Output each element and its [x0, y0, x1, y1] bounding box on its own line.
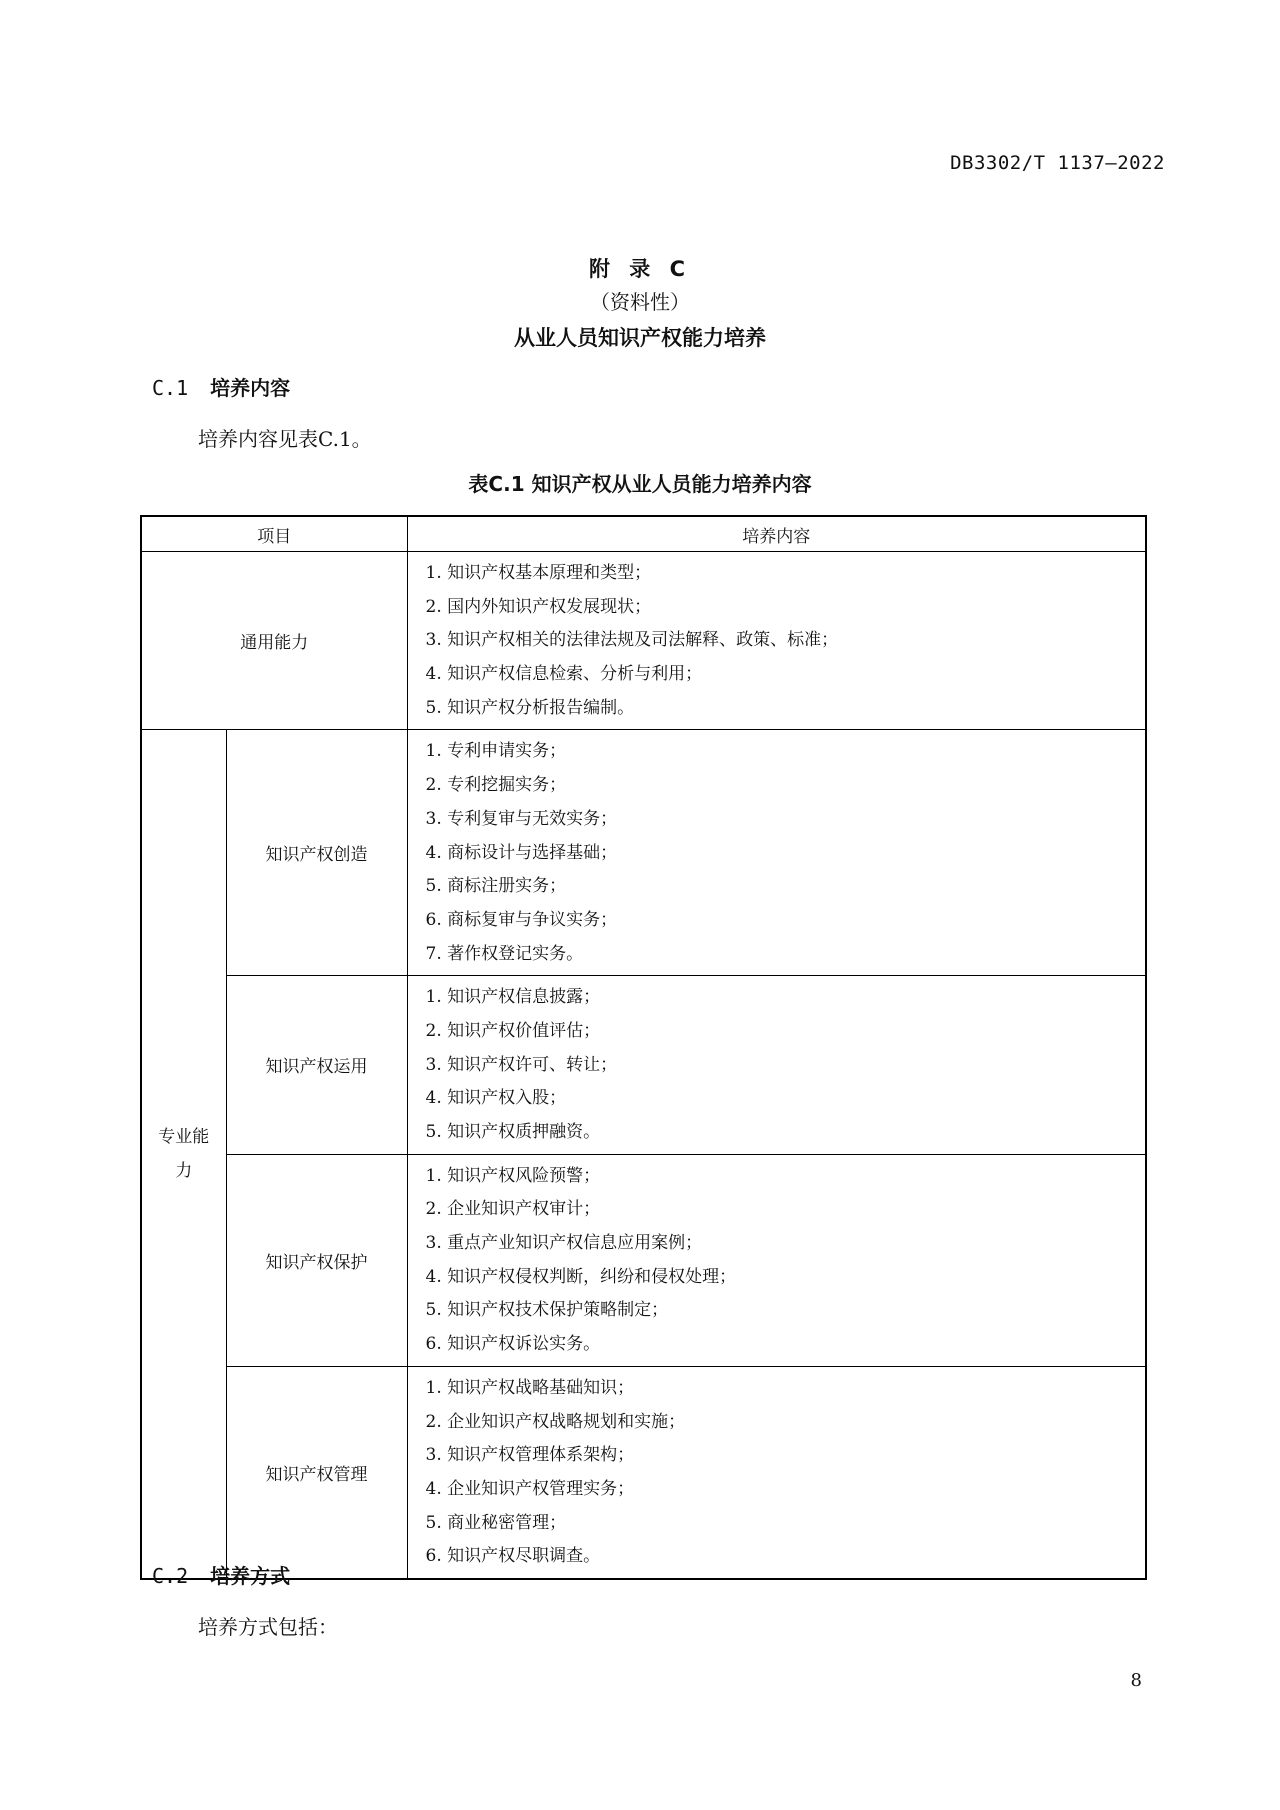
section-heading-c1: [152, 372, 290, 401]
content-item: 6. 知识产权诉讼实务。: [425, 1334, 601, 1355]
content-item: 1. 知识产权风险预警；: [425, 1165, 601, 1186]
section-title: 培养内容: [210, 376, 291, 400]
content-item: 1. 知识产权战略基础知识；: [425, 1377, 635, 1398]
category-label-general: 通用能力: [141, 552, 407, 730]
content-item: 3. 专利复审与无效实务；: [425, 808, 618, 829]
content-cell: [407, 1154, 1146, 1366]
content-item: 5. 商业秘密管理；: [425, 1512, 567, 1533]
header-item: 项目: [141, 516, 407, 552]
section-number: C.2: [152, 1564, 189, 1588]
appendix-label: 附 录 C: [588, 257, 692, 281]
content-item: 2. 企业知识产权战略规划和实施；: [425, 1411, 686, 1432]
content-item: 2. 知识产权价值评估；: [425, 1020, 601, 1041]
section-number: C.1: [152, 376, 189, 400]
content-item: 2. 国内外知识产权发展现状；: [425, 596, 652, 617]
subcategory-label: 知识产权创造: [226, 730, 407, 976]
content-item: 5. 知识产权分析报告编制。: [425, 697, 635, 718]
table-row-general: [141, 552, 1146, 730]
content-item: 4. 知识产权信息检索、分析与利用；: [425, 664, 703, 685]
subcategory-label: 知识产权管理: [226, 1366, 407, 1579]
content-item: 3. 重点产业知识产权信息应用案例；: [425, 1233, 703, 1254]
content-item: 4. 商标设计与选择基础；: [425, 842, 618, 863]
content-item: 3. 知识产权相关的法律法规及司法解释、政策、标准；: [425, 630, 839, 651]
subcategory-label: 知识产权保护: [226, 1154, 407, 1366]
appendix-nature: （资料性）: [590, 290, 690, 314]
category-label-professional: 专业能力: [141, 730, 226, 1579]
content-item: 4. 知识产权入股；: [425, 1088, 567, 1109]
training-content-table: [140, 515, 1147, 1580]
content-item: 3. 知识产权许可、转让；: [425, 1054, 618, 1075]
table-caption: 表C.1 知识产权从业人员能力培养内容: [468, 472, 812, 496]
content-item: 4. 知识产权侵权判断，纠纷和侵权处理；: [425, 1266, 737, 1287]
section-body-c2: 培养方式包括：: [198, 1615, 338, 1639]
document-number: DB3302/T 1137—2022: [950, 152, 1165, 174]
table-row-management: [141, 1366, 1146, 1579]
content-item: 5. 知识产权质押融资。: [425, 1122, 601, 1142]
page-number: 8: [1130, 1670, 1142, 1691]
content-item: 5. 知识产权技术保护策略制定；: [425, 1300, 669, 1321]
table-row-creation: [141, 730, 1146, 976]
table-row-protection: [141, 1154, 1146, 1366]
content-item: 6. 商标复审与争议实务；: [425, 909, 618, 930]
content-item: 1. 知识产权基本原理和类型；: [425, 563, 652, 583]
content-item: 1. 专利申请实务；: [425, 741, 567, 762]
content-item: 2. 企业知识产权审计；: [425, 1199, 601, 1220]
content-item: 6. 知识产权尽职调查。: [425, 1546, 601, 1567]
content-cell: [407, 730, 1146, 976]
content-cell: [407, 1366, 1146, 1579]
appendix-title: 从业人员知识产权能力培养: [514, 326, 766, 350]
content-cell: [407, 976, 1146, 1154]
section-title: 培养方式: [210, 1564, 291, 1588]
content-item: 1. 知识产权信息披露；: [425, 987, 601, 1008]
table-row-utilization: [141, 976, 1146, 1154]
content-item: 4. 企业知识产权管理实务；: [425, 1478, 635, 1499]
content-item: 7. 著作权登记实务。: [425, 943, 584, 964]
content-cell: [407, 552, 1146, 730]
subcategory-label: 知识产权运用: [226, 976, 407, 1154]
content-item: 5. 商标注册实务；: [425, 876, 567, 897]
content-item: 2. 专利挖掘实务；: [425, 775, 567, 796]
header-content: 培养内容: [407, 516, 1146, 552]
section-body-c1: 培养内容见表C.1。: [198, 427, 372, 451]
content-item: 3. 知识产权管理体系架构；: [425, 1445, 635, 1466]
table-header-row: [141, 516, 1146, 552]
section-heading-c2: [152, 1560, 290, 1589]
